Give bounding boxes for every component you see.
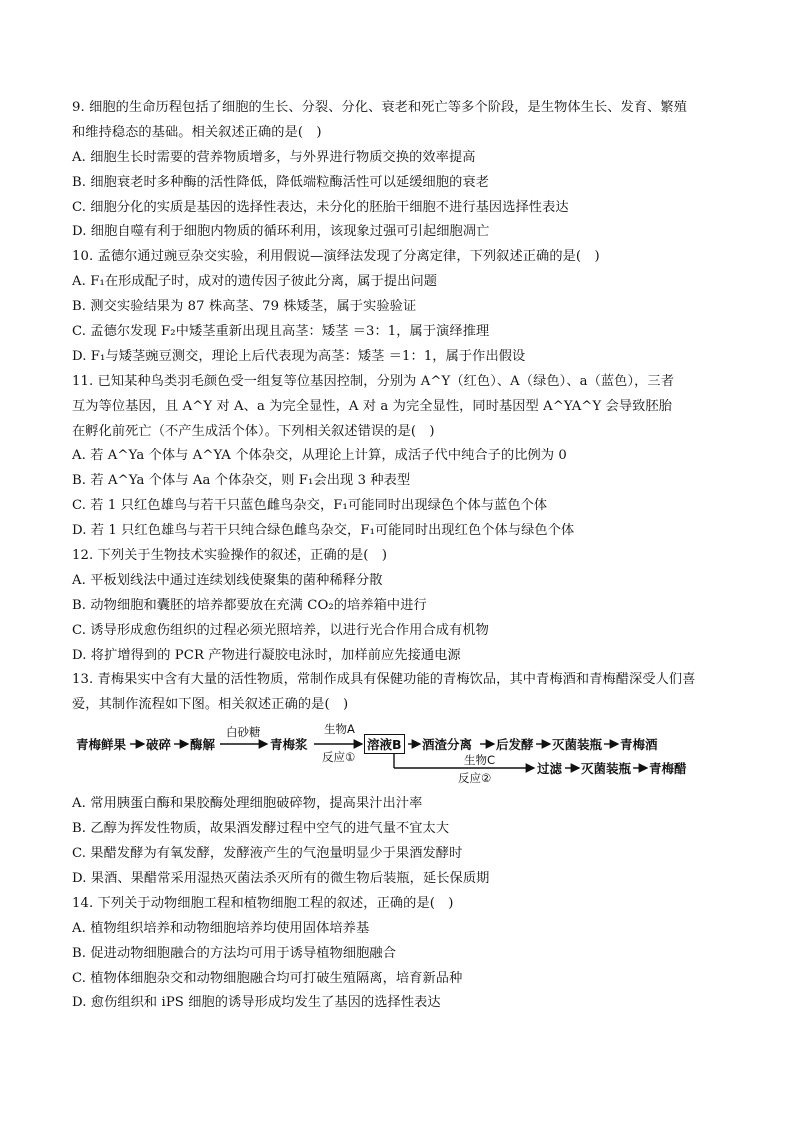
flow-label-organism-a: 生物A <box>324 722 355 737</box>
text-line: C. 孟德尔发现 F₂中矮茎重新出现且高茎：矮茎 ＝3：1，属于演绎推理 <box>72 324 490 340</box>
flow-node-post-fermentation: 后发酵 <box>496 737 534 753</box>
text-line: A. 植物组织培养和动物细胞培养均使用固体培养基 <box>72 920 370 936</box>
question-block-2 <box>72 792 732 1016</box>
text-line: D. 将扩增得到的 PCR 产物进行凝胶电泳时，加样前应先接通电源 <box>72 647 461 663</box>
flow-node-plum-pulp: 青梅浆 <box>270 737 308 753</box>
text-line: C. 细胞分化的实质是基因的选择性表达，未分化的胚胎干细胞不进行基因选择性表达 <box>72 199 569 215</box>
flow-node-plum-wine: 青梅酒 <box>620 737 658 753</box>
text-line: C. 若 1 只红色雄鸟与若干只蓝色雌鸟杂交，F₁可能同时出现绿色个体与蓝色个体 <box>72 498 548 514</box>
text-line: A. 常用胰蛋白酶和果胶酶处理细胞破碎物，提高果汁出汁率 <box>72 796 423 812</box>
flow-node-sterile-bottling-2: 灭菌装瓶 <box>581 761 632 777</box>
flow-node-sterile-bottling-1: 灭菌装瓶 <box>552 737 603 753</box>
flow-label-sugar: 白砂糖 <box>226 725 261 740</box>
text-line: D. 愈伤组织和 iPS 细胞的诱导形成均发生了基因的选择性表达 <box>72 995 441 1011</box>
flow-node-filter: 过滤 <box>537 761 563 777</box>
flow-label-reaction-2: 反应② <box>458 771 492 786</box>
text-line: A. 平板划线法中通过连续划线使聚集的菌种稀释分散 <box>72 572 383 588</box>
text-line: D. 若 1 只红色雄鸟与若干只纯合绿色雌鸟杂交，F₁可能同时出现红色个体与绿色个体 <box>72 523 575 539</box>
text-line: B. 动物细胞和囊胚的培养都要放在充满 CO₂的培养箱中进行 <box>72 597 427 613</box>
text-line: 和维持稳态的基础。相关叙述正确的是( ) <box>72 124 322 140</box>
text-line: C. 植物体细胞杂交和动物细胞融合均可打破生殖隔离，培育新品种 <box>72 970 463 986</box>
text-line: D. F₁与矮茎豌豆测交，理论上后代表现为高茎：矮茎 ＝1：1，属于作出假设 <box>72 348 526 364</box>
text-line: 在孵化前死亡（不产生成活个体）。下列相关叙述错误的是( ) <box>72 423 435 439</box>
text-line: A. F₁在形成配子时，成对的遗传因子彼此分离，属于提出问题 <box>72 274 438 290</box>
flow-node-crush: 破碎 <box>146 737 172 753</box>
question-block-1 <box>72 96 732 718</box>
text-line: 爱，其制作流程如下图。相关叙述正确的是( ) <box>72 697 349 713</box>
flow-node-fresh-fruit: 青梅鲜果 <box>76 737 127 753</box>
flow-node-solution-b: 溶液B <box>364 734 405 754</box>
process-flow-diagram <box>72 720 732 792</box>
text-line: B. 乙醇为挥发性物质，故果酒发酵过程中空气的进气量不宜太大 <box>72 821 450 837</box>
text-line: 10. 孟德尔通过豌豆杂交实验，利用假说—演绎法发现了分离定律，下列叙述正确的是( ) <box>72 249 600 265</box>
text-line: 9. 细胞的生命历程包括了细胞的生长、分裂、分化、衰老和死亡等多个阶段，是生物体生长、发育、繁殖 <box>72 100 688 115</box>
text-line: 14. 下列关于动物细胞工程和植物细胞工程的叙述，正确的是( ) <box>72 895 454 911</box>
text-line: 13. 青梅果实中含有大量的活性物质，常制作成具有保健功能的青梅饮品，其中青梅酒和青梅醋深受人们喜 <box>72 672 696 688</box>
text-line: 互为等位基因，且 A^Y 对 A、a 为完全显性，A 对 a 为完全显性，同时基因型 A^YA^Y 会导致胚胎 <box>72 398 672 414</box>
text-line: B. 若 A^Ya 个体与 Aa 个体杂交，则 F₁会出现 3 种表型 <box>72 473 411 489</box>
text-line: B. 促进动物细胞融合的方法均可用于诱导植物细胞融合 <box>72 945 396 961</box>
flow-label-reaction-1: 反应① <box>322 750 356 765</box>
text-line: A. 若 A^Ya 个体与 A^YA 个体杂交，从理论上计算，成活子代中纯合子的比例为 0 <box>72 448 567 464</box>
flow-node-enzymolysis: 酶解 <box>190 737 216 753</box>
text-line: C. 果醋发酵为有氧发酵，发酵液产生的气泡量明显少于果酒发酵时 <box>72 846 463 862</box>
text-line: D. 果酒、果醋常采用湿热灭菌法杀灭所有的微生物后装瓶，延长保质期 <box>72 870 490 886</box>
text-line: C. 诱导形成愈伤组织的过程必须光照培养，以进行光合作用合成有机物 <box>72 622 489 638</box>
text-line: 11. 已知某种鸟类羽毛颜色受一组复等位基因控制，分别为 A^Y（红色）、A（绿色）、a（蓝色），三者 <box>72 373 675 389</box>
text-line: 12. 下列关于生物技术实验操作的叙述，正确的是( ) <box>72 548 388 564</box>
flow-node-plum-vinegar: 青梅醋 <box>649 761 687 777</box>
flow-arrows <box>72 720 732 792</box>
text-line: B. 测交实验结果为 87 株高茎、79 株矮茎，属于实验验证 <box>72 299 417 315</box>
flow-label-organism-c: 生物C <box>464 753 496 768</box>
flow-node-lees-separation: 酒渣分离 <box>422 737 473 753</box>
exam-page <box>72 96 732 1016</box>
text-line: D. 细胞自噬有利于细胞内物质的循环利用，该现象过强可引起细胞凋亡 <box>72 224 490 240</box>
text-line: A. 细胞生长时需要的营养物质增多，与外界进行物质交换的效率提高 <box>72 149 476 165</box>
text-line: B. 细胞衰老时多种酶的活性降低，降低端粒酶活性可以延缓细胞的衰老 <box>72 174 489 190</box>
